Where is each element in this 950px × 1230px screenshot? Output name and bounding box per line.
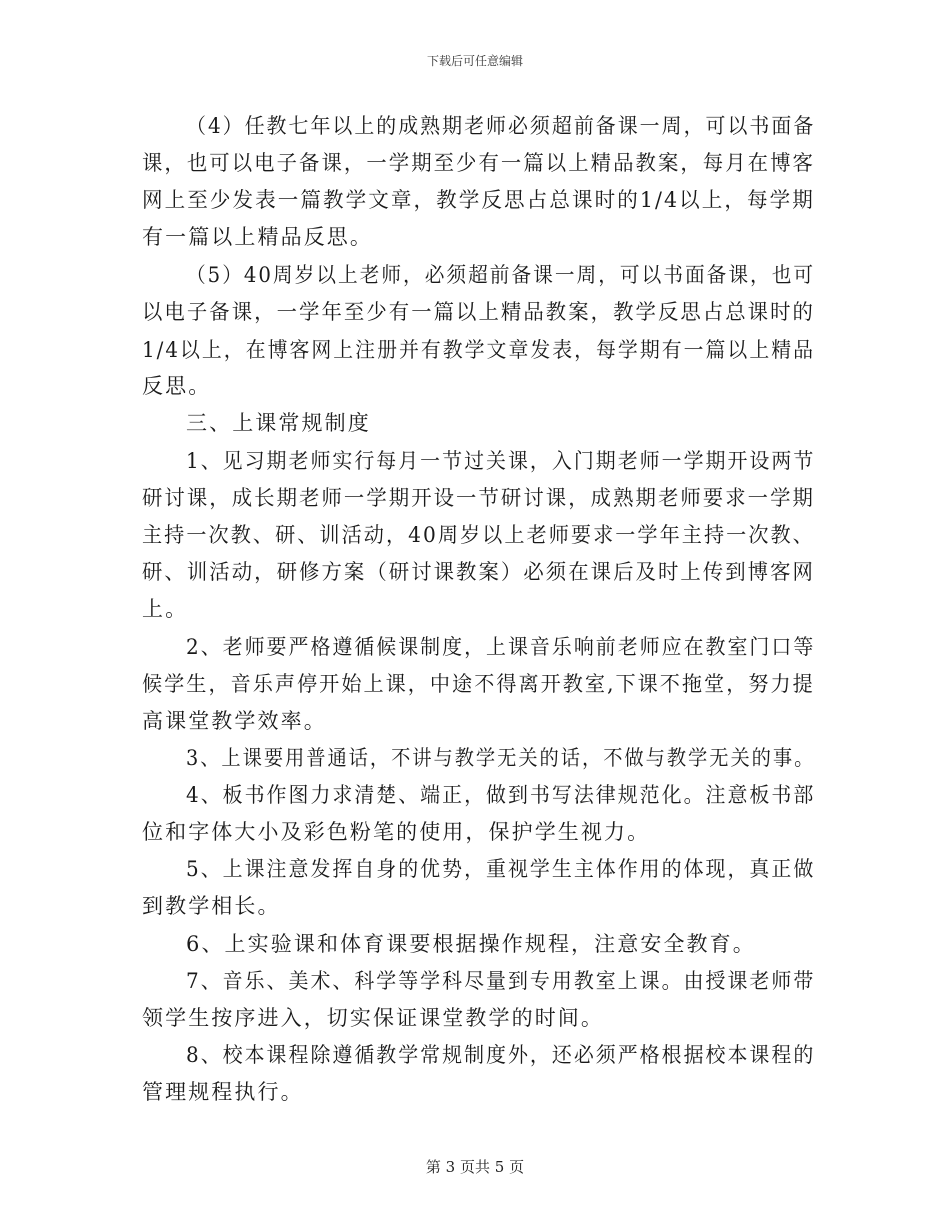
- text-line: （5）40周岁以上老师，必须超前备课一周，可以书面备课，也可: [186, 263, 816, 287]
- page-footer: 第 3 页共 5 页: [425, 1158, 525, 1176]
- text-line: 主持一次教、研、训活动，40周岁以上老师要求一学年主持一次教、: [142, 523, 815, 547]
- text-line: 候学生，音乐声停开始上课，中途不得离开教室,下课不拖堂，努力提: [142, 672, 815, 696]
- text-line: 4、板书作图力求清楚、端正，做到书写法律规范化。注意板书部: [186, 783, 816, 807]
- text-line: 6、上实验课和体育课要根据操作规程，注意安全教育。: [186, 932, 756, 956]
- text-line: 领学生按序进入，切实保证课堂教学的时间。: [142, 1006, 604, 1030]
- text-line: （4）任教七年以上的成熟期老师必须超前备课一周，可以书面备: [186, 114, 816, 138]
- text-line: 1/4以上，在博客网上注册并有教学文章发表，每学期有一篇以上精品: [142, 338, 816, 362]
- text-line: 以电子备课，一学年至少有一篇以上精品教案，教学反思占总课时的: [142, 300, 815, 324]
- text-line: 上。: [142, 597, 189, 621]
- text-line: 3、上课要用普通话，不讲与教学无关的话，不做与教学无关的事。: [186, 746, 816, 770]
- text-line: 网上至少发表一篇教学文章，教学反思占总课时的1/4以上，每学期: [142, 188, 815, 212]
- text-line: 7、音乐、美术、科学等学科尽量到专用教室上课。由授课老师带: [186, 969, 816, 993]
- text-line: 8、校本课程除遵循教学常规制度外，还必须严格根据校本课程的: [186, 1043, 816, 1067]
- text-line: 有一篇以上精品反思。: [142, 225, 373, 249]
- text-line: 位和字体大小及彩色粉笔的使用，保护学生视力。: [142, 820, 651, 844]
- text-line: 研讨课，成长期老师一学期开设一节研讨课，成熟期老师要求一学期: [142, 486, 815, 510]
- text-line: 2、老师要严格遵循候课制度，上课音乐响前老师应在教室门口等: [186, 635, 816, 659]
- text-line: 1、见习期老师实行每月一节过关课，入门期老师一学期开设两节: [186, 449, 816, 473]
- page-header: 下载后可任意编辑: [426, 54, 523, 68]
- text-line: 研、训活动，研修方案（研讨课教案）必须在课后及时上传到博客网: [142, 560, 815, 584]
- text-line: 课，也可以电子备课，一学期至少有一篇以上精品教案，每月在博客: [142, 151, 815, 175]
- text-line: 管理规程执行。: [142, 1080, 304, 1104]
- text-line: 反思。: [142, 374, 212, 398]
- text-line: 5、上课注意发挥自身的优势，重视学生主体作用的体现，真正做: [186, 857, 816, 881]
- section-heading: 三、上课常规制度: [186, 411, 371, 435]
- text-line: 到教学相长。: [142, 894, 281, 918]
- text-line: 高课堂教学效率。: [142, 709, 327, 733]
